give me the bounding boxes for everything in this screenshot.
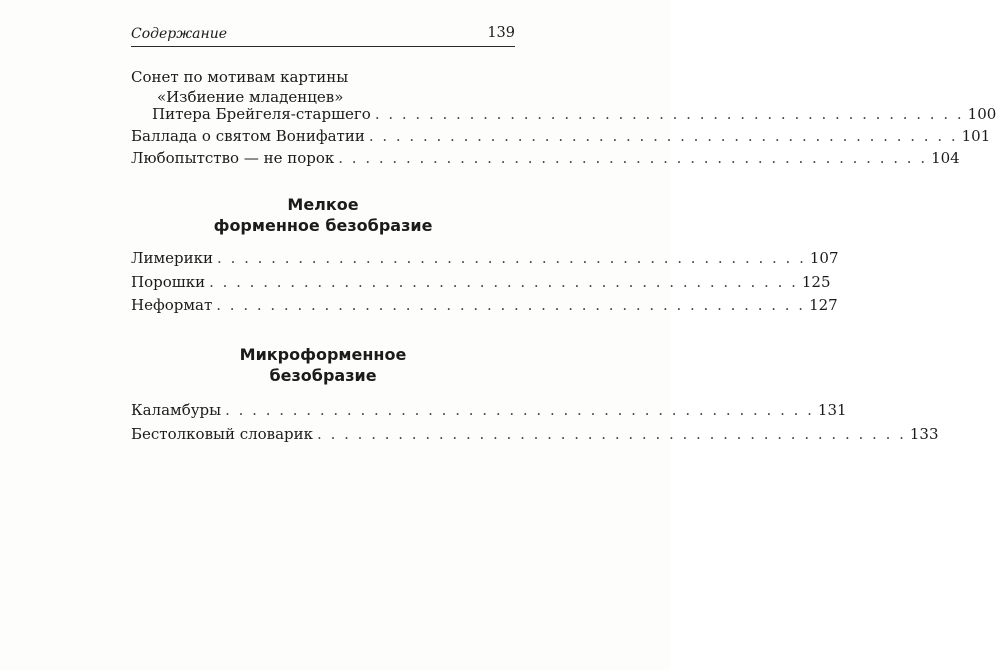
- toc-entry[interactable]: [131, 295, 838, 315]
- toc-entry-title: Каламбуры: [131, 401, 222, 419]
- toc-entry-title: Неформат: [131, 296, 213, 314]
- toc-entry-title: Питера Брейгеля-старшего: [152, 105, 371, 123]
- toc-entry-line: «Избиение младенцев»: [157, 88, 344, 106]
- dot-leader: . . . . . . . . . . . . . . . . . . . . . . . . . . . . . . . . . . . . . . . . . . . .: [217, 249, 806, 267]
- dot-leader: . . . . . . . . . . . . . . . . . . . . . . . . . . . . . . . . . . . . . . . . . . . .: [338, 149, 928, 167]
- toc-entry-page: 100: [967, 105, 996, 123]
- dot-leader: . . . . . . . . . . . . . . . . . . . . . . . . . . . . . . . . . . . . . . . . . . . .: [368, 127, 958, 145]
- toc-entry-title: Бестолковый словарик: [131, 425, 314, 443]
- toc-entry[interactable]: [131, 148, 960, 168]
- toc-entry-title: Любопытство — не порок: [131, 149, 335, 167]
- dot-leader: . . . . . . . . . . . . . . . . . . . . . . . . . . . . . . . . . . . . . . . . . . . .: [225, 401, 814, 419]
- toc-entry-page: 104: [931, 149, 960, 167]
- toc-entry-page: 125: [801, 273, 831, 291]
- section-heading: [131, 194, 515, 236]
- section-heading-line: Микроформенное: [239, 345, 407, 364]
- toc-entry[interactable]: [131, 248, 839, 268]
- toc-entry-page: 133: [909, 425, 939, 443]
- dot-leader: . . . . . . . . . . . . . . . . . . . . . . . . . . . . . . . . . . . . . . . . . . . .: [317, 425, 906, 443]
- toc-entry[interactable]: [131, 126, 991, 146]
- toc-entry[interactable]: [131, 272, 831, 292]
- section-heading-line: безобразие: [269, 366, 377, 385]
- toc-entry-line: Сонет по мотивам картины: [131, 68, 349, 86]
- toc-entry[interactable]: [152, 104, 996, 124]
- toc-entry[interactable]: [131, 424, 939, 444]
- toc-entry-title: Лимерики: [131, 249, 214, 267]
- toc-entry-title: Порошки: [131, 273, 206, 291]
- dot-leader: . . . . . . . . . . . . . . . . . . . . . . . . . . . . . . . . . . . . . . . . . . . .: [216, 296, 806, 314]
- toc-entry[interactable]: [131, 400, 847, 420]
- dot-leader: . . . . . . . . . . . . . . . . . . . . . . . . . . . . . . . . . . . . . . . . . . . .: [374, 105, 964, 123]
- toc-entry-page: 127: [809, 296, 838, 314]
- section-heading: [131, 344, 515, 386]
- dot-leader: . . . . . . . . . . . . . . . . . . . . . . . . . . . . . . . . . . . . . . . . . . . .: [209, 273, 798, 291]
- section-heading-line: форменное безобразие: [213, 216, 433, 235]
- toc-entry-page: 131: [817, 401, 847, 419]
- running-header-page-number: 139: [487, 25, 515, 41]
- toc-entry-page: 101: [961, 127, 991, 145]
- running-header: [131, 24, 515, 47]
- running-header-title: Содержание: [131, 26, 228, 42]
- toc-entry-page: 107: [809, 249, 839, 267]
- section-heading-line: Мелкое: [287, 195, 359, 214]
- toc-entry-title: Баллада о святом Вонифатии: [131, 127, 365, 145]
